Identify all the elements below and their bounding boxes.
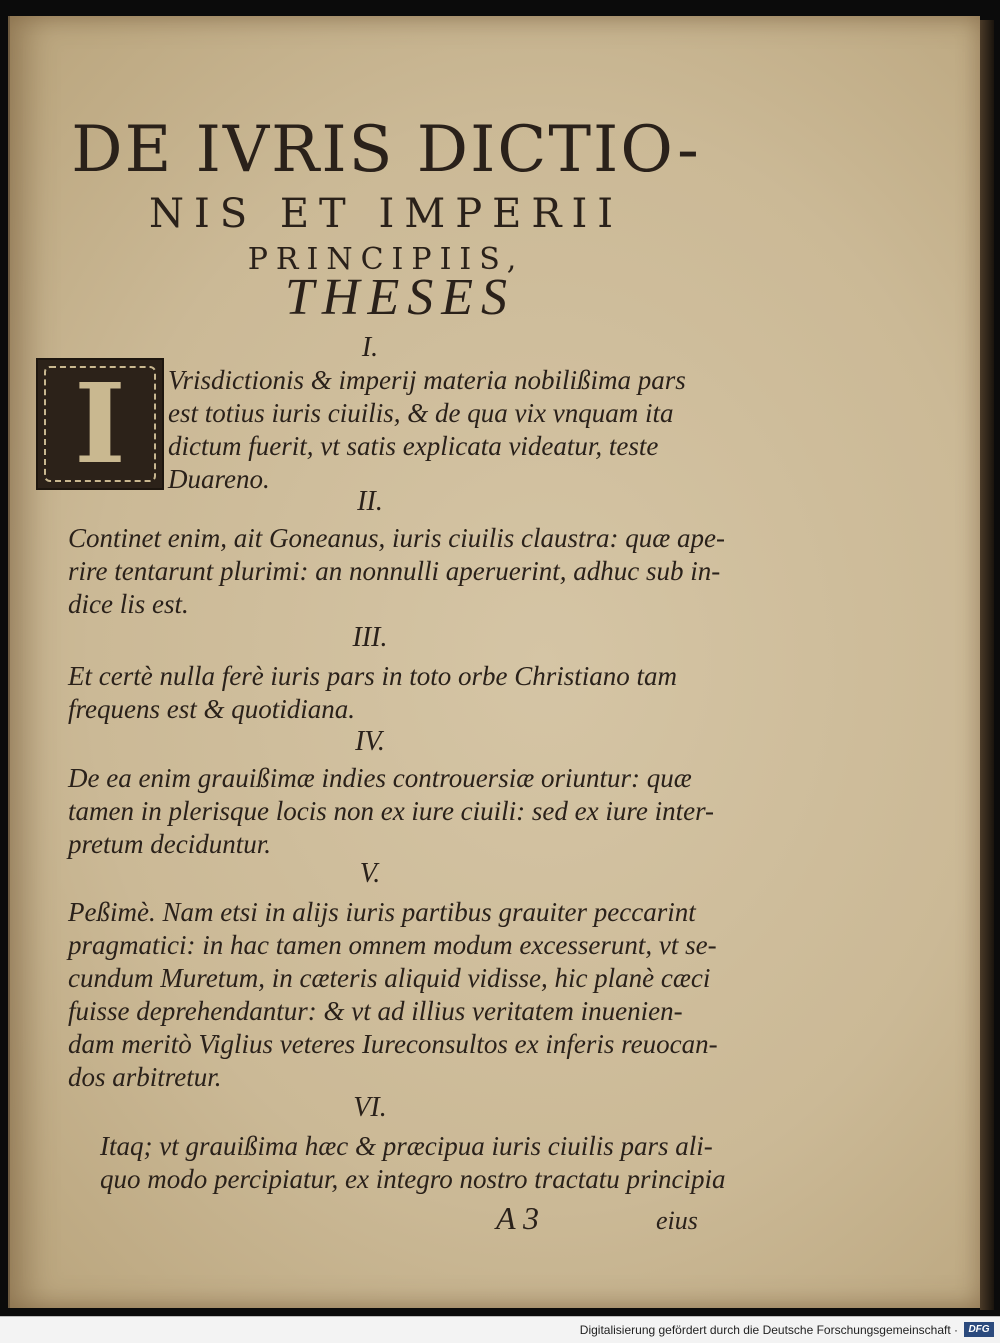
dfg-logo-icon: DFG [964,1322,994,1337]
text-line: Vrisdictionis & imperij materia nobilißima pars [168,365,686,395]
text-line: dos arbitretur. [68,1062,222,1092]
thesis-paragraph [68,522,725,621]
text-line: dice lis est. [68,589,189,619]
text-line: pretum deciduntur. [68,829,271,859]
section-number: I. [361,332,379,363]
signature-mark: A 3 [496,1200,539,1236]
title-line-2: NIS ET IMPERII [148,191,624,237]
section-number: V. [359,858,381,889]
title-line-1: DE IVRIS DICTIO- [71,113,701,187]
text-line: dam meritò Viglius veteres Iureconsultos ex inferis reuocan- [68,1029,718,1059]
text-line: est totius iuris ciuilis, & de qua vix vnquam ita [168,398,674,428]
thesis-paragraph [100,1130,725,1196]
thesis-paragraph [68,896,718,1094]
text-line: Continet enim, ait Goneanus, iuris ciuilis claustra: quæ ape- [68,523,725,553]
digitization-footer [0,1316,1000,1343]
section-number: III. [352,622,388,653]
thesis-paragraph [68,660,677,726]
thesis-paragraph [168,364,686,496]
section-number: IV. [355,726,385,757]
title-block [36,113,736,280]
text-line: dictum fuerit, vt satis explicata videatur, teste [168,431,659,461]
text-line: De ea enim grauißimæ indies controuersiæ oriuntur: quæ [68,763,692,793]
text-line: Peßimè. Nam etsi in alijs iuris partibus grauiter peccarint [68,897,696,927]
text-line: rire tentarunt plurimi: an nonnulli aperuerint, adhuc sub in- [68,556,721,586]
text-line: quo modo percipiatur, ex integro nostro tractatu principia [100,1164,726,1194]
thesis-paragraph [68,762,714,861]
page-edge [980,20,994,1310]
text-line: fuisse deprehendantur: & vt ad illius veritatem inuenien- [68,996,683,1026]
text-line: Duareno. [168,464,270,494]
initial-ornament [44,359,156,488]
decorated-initial [36,358,164,490]
theses-heading: THESES [285,269,515,326]
initial-letter: I [74,359,126,488]
section-number: II. [357,486,383,517]
text-line: tamen in plerisque locis non ex iure ciuili: sed ex iure inter- [68,796,715,826]
title-line-3: PRINCIPIIS, [247,242,525,277]
text-line: Et certè nulla ferè iuris pars in toto orbe Christiano tam [68,661,677,691]
text-line: Itaq; vt grauißima hæc & præcipua iuris ciuilis pars ali- [100,1131,713,1161]
text-line: frequens est & quotidiana. [68,694,355,724]
text-line: cundum Muretum, in cæteris aliquid vidisse, hic planè cæci [68,963,711,993]
footer-text: Digitalisierung gefördert durch die Deutsche Forschungsgemeinschaft · [579,1323,958,1337]
catchword: eius [656,1206,698,1235]
section-number: VI. [353,1092,387,1123]
text-line: pragmatici: in hac tamen omnem modum excesserunt, vt se- [68,930,717,960]
